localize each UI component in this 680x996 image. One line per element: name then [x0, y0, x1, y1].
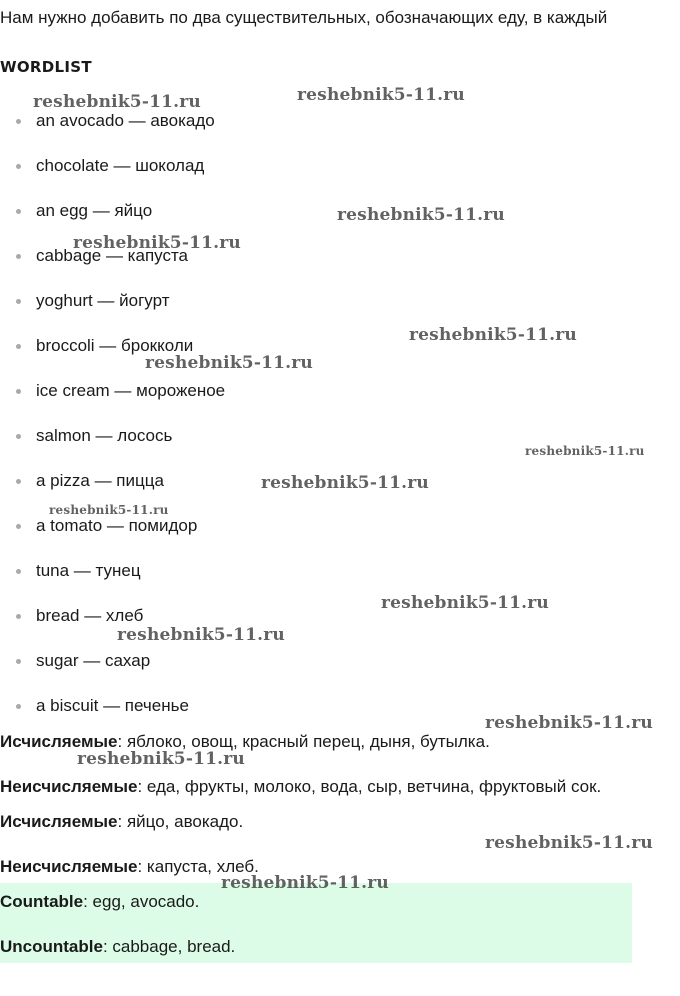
uncountable-line [0, 936, 235, 958]
watermark: reshebnik5-11.ru [117, 625, 285, 645]
bullet-icon [16, 389, 21, 394]
watermark: reshebnik5-11.ru [381, 593, 549, 613]
watermark: reshebnik5-11.ru [485, 833, 653, 853]
bullet-icon [16, 614, 21, 619]
list-item [0, 286, 225, 331]
bullet-icon [16, 434, 21, 439]
bullet-icon [16, 164, 21, 169]
watermark: reshebnik5-11.ru [409, 325, 577, 345]
watermark: reshebnik5-11.ru [77, 749, 245, 769]
watermark: reshebnik5-11.ru [337, 205, 505, 225]
highlight-text: : cabbage, bread. [102, 937, 236, 956]
list-item-text: an egg — яйцо [36, 201, 153, 220]
answer-label: Исчисляемые [0, 812, 118, 831]
list-item [0, 646, 225, 691]
list-item [0, 151, 225, 196]
watermark: reshebnik5-11.ru [525, 444, 645, 458]
list-item [0, 556, 225, 601]
list-item-text: yoghurt — йогурт [36, 291, 170, 310]
bullet-icon [16, 299, 21, 304]
bullet-icon [16, 119, 21, 124]
highlight-box [0, 883, 632, 963]
list-item-text: bread — хлеб [36, 606, 144, 625]
answer-text: : еда, фрукты, молоко, вода, сыр, ветчина, фруктовый сок. [137, 777, 602, 796]
wordlist-heading: WORDLIST [0, 58, 92, 76]
answer-label: Неисчисляемые [0, 777, 138, 796]
answer-text: : яйцо, авокадо. [117, 812, 244, 831]
list-item [0, 691, 225, 736]
highlight-label: Countable [0, 892, 84, 911]
watermark: reshebnik5-11.ru [261, 473, 429, 493]
bullet-icon [16, 569, 21, 574]
bullet-icon [16, 344, 21, 349]
list-item [0, 511, 225, 556]
bullet-icon [16, 254, 21, 259]
list-item [0, 106, 225, 151]
list-item-text: a tomato — помидор [36, 516, 198, 535]
highlight-text: : egg, avocado. [83, 892, 200, 911]
list-item-text: tuna — тунец [36, 561, 141, 580]
watermark: reshebnik5-11.ru [221, 873, 389, 893]
watermark: reshebnik5-11.ru [33, 92, 201, 112]
watermark: reshebnik5-11.ru [145, 353, 313, 373]
list-item-text: salmon — лосось [36, 426, 173, 445]
list-item-text: cabbage — капуста [36, 246, 189, 265]
answer-text: : яблоко, овощ, красный перец, дыня, бутылка. [117, 732, 490, 751]
bullet-icon [16, 704, 21, 709]
list-item-text: an avocado — авокадо [36, 111, 215, 130]
answer-label: Исчисляемые [0, 732, 118, 751]
bullet-icon [16, 659, 21, 664]
list-item-text: sugar — сахар [36, 651, 151, 670]
list-item-text: chocolate — шоколад [36, 156, 205, 175]
bullet-icon [16, 524, 21, 529]
list-item-text: ice cream — мороженое [36, 381, 226, 400]
highlight-label: Uncountable [0, 937, 103, 956]
list-item-text: broccoli — брокколи [36, 336, 194, 355]
answer-uncountable-1 [0, 776, 601, 798]
bullet-icon [16, 479, 21, 484]
watermark: reshebnik5-11.ru [73, 233, 241, 253]
list-item-text: a pizza — пицца [36, 471, 164, 490]
list-item-text: a biscuit — печенье [36, 696, 189, 715]
countable-line [0, 891, 199, 913]
list-item [0, 376, 225, 421]
answer-text: : капуста, хлеб. [137, 857, 259, 876]
intro-text: Нам нужно добавить по два существительных, обозначающих еду, в каждый [0, 8, 608, 27]
watermark: reshebnik5-11.ru [297, 85, 465, 105]
answer-countable-2 [0, 811, 243, 833]
list-item [0, 421, 225, 466]
answer-label: Неисчисляемые [0, 857, 138, 876]
watermark: reshebnik5-11.ru [49, 503, 169, 517]
bullet-icon [16, 209, 21, 214]
watermark: reshebnik5-11.ru [485, 713, 653, 733]
